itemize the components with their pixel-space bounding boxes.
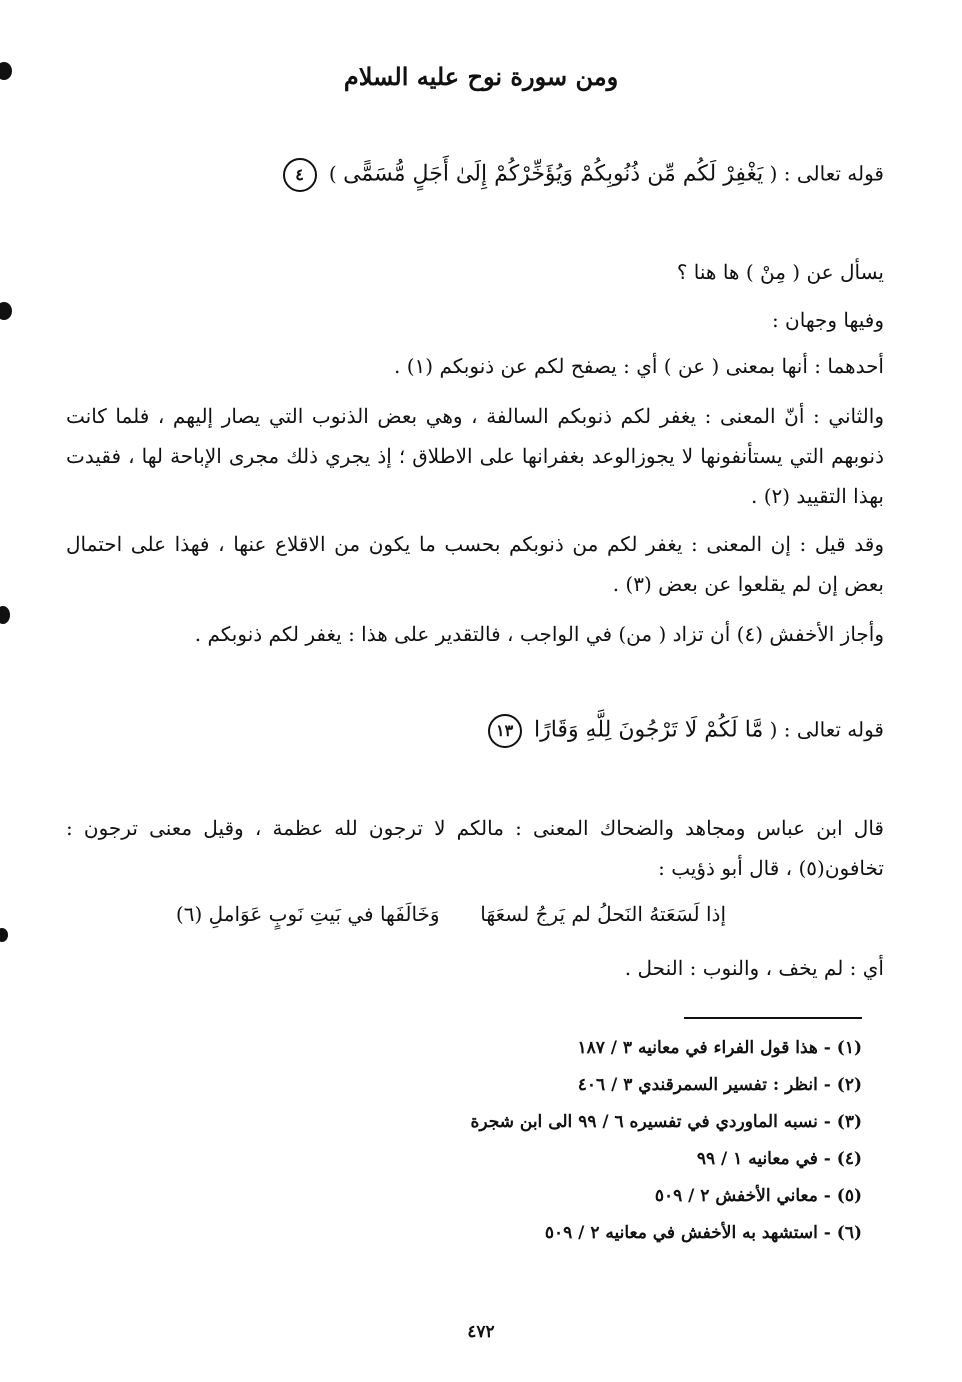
punch-hole bbox=[0, 606, 10, 624]
footnote-item: (٦) - استشهد به الأخفش في معانيه ٢ / ٥٠٩ bbox=[544, 1223, 862, 1243]
quran-verse: يَغْفِرْ لَكُم مِّن ذُنُوبِكُمْ وَيُؤَخِّرْكُمْ إِلَىٰ أَجَلٍ مُّسَمًّى bbox=[343, 161, 764, 187]
question-line: يسأل عن ( مِنْ ) ها هنا ؟ bbox=[676, 260, 884, 284]
footnote-item: (١) - هذا قول الفراء في معانيه ٣ / ١٨٧ bbox=[577, 1038, 862, 1058]
akhfash-line: وأجاز الأخفش (٤) أن تزاد ( من) في الواجب ، فالتقدير على هذا : يغفر لكم ذنوبكم . bbox=[194, 622, 884, 646]
footnotes-list bbox=[470, 1030, 862, 1252]
explanation-line: أي : لم يخف ، والنوب : النحل . bbox=[624, 956, 884, 980]
verse-lead: قوله تعالى : ( bbox=[769, 161, 884, 186]
poem-verse bbox=[176, 900, 726, 928]
footnote-item: (٢) - انظر : تفسير السمرقندي ٣ / ٤٠٦ bbox=[577, 1075, 862, 1095]
footnote-item: (٤) - في معانيه ١ / ٩٩ bbox=[696, 1149, 862, 1169]
punch-hole bbox=[0, 302, 12, 320]
ayah-number-badge: ١٣ bbox=[488, 714, 522, 748]
quran-verse: مَّا لَكُمْ لَا تَرْجُونَ لِلَّهِ وَقَارًا bbox=[533, 717, 764, 743]
third-meaning-paragraph: وقد قيل : إن المعنى : يغفر لكم من ذنوبكم بحسب ما يكون من الاقلاع عنها ، فهذا على احتمال بعض إن لم يقلعوا عن بعض (٣) . bbox=[66, 532, 884, 596]
poem-hemistich-second: وَخَالَفَها في بَيتِ نَوبٍ عَوَاملِ (٦) bbox=[175, 902, 440, 926]
verse-close: ) bbox=[328, 161, 337, 186]
verse-line-2 bbox=[488, 714, 884, 748]
footnote-item: (٥) - معاني الأخفش ٢ / ٥٠٩ bbox=[654, 1186, 862, 1206]
punch-hole bbox=[0, 928, 8, 942]
footnote-divider bbox=[684, 1017, 862, 1019]
poem-hemistich-first: إذا لَسَعَتهُ النَحلُ لم يَرجُ لسعَهَا bbox=[480, 902, 726, 926]
verse-line-1 bbox=[283, 158, 884, 192]
first-meaning-line: أحدهما : أنها بمعنى ( عن ) أي : يصفح لكم عن ذنوبكم (١) . bbox=[394, 354, 884, 378]
commentary-paragraph: قال ابن عباس ومجاهد والضحاك المعنى : مالكم لا ترجون لله عظمة ، وقيل معنى ترجون : تخافون(٥) ، قال أبو ذؤيب : bbox=[66, 816, 884, 880]
second-meaning-paragraph: والثاني : أنّ المعنى : يغفر لكم ذنوبكم السالفة ، وهي بعض الذنوب التي يصار إليهم ، فلما كانت ذنوبهم التي يستأنفونها لا يجوزالوعد بغفرانها على الاطلاق ؛ إذ يجري ذلك مجرى الإباحة لها ، فقيدت بهذا التقييد (٢) . bbox=[66, 404, 884, 508]
intro-line: وفيها وجهان : bbox=[771, 308, 884, 332]
footnote-item: (٣) - نسبه الماوردي في تفسيره ٦ / ٩٩ الى ابن شجرة bbox=[470, 1112, 862, 1132]
ayah-number-badge: ٤ bbox=[283, 158, 317, 192]
chapter-title: ومن سورة نوح عليه السلام bbox=[343, 62, 619, 91]
page-number: ٤٧٢ bbox=[467, 1322, 495, 1342]
verse-lead: قوله تعالى : ( bbox=[769, 717, 884, 742]
